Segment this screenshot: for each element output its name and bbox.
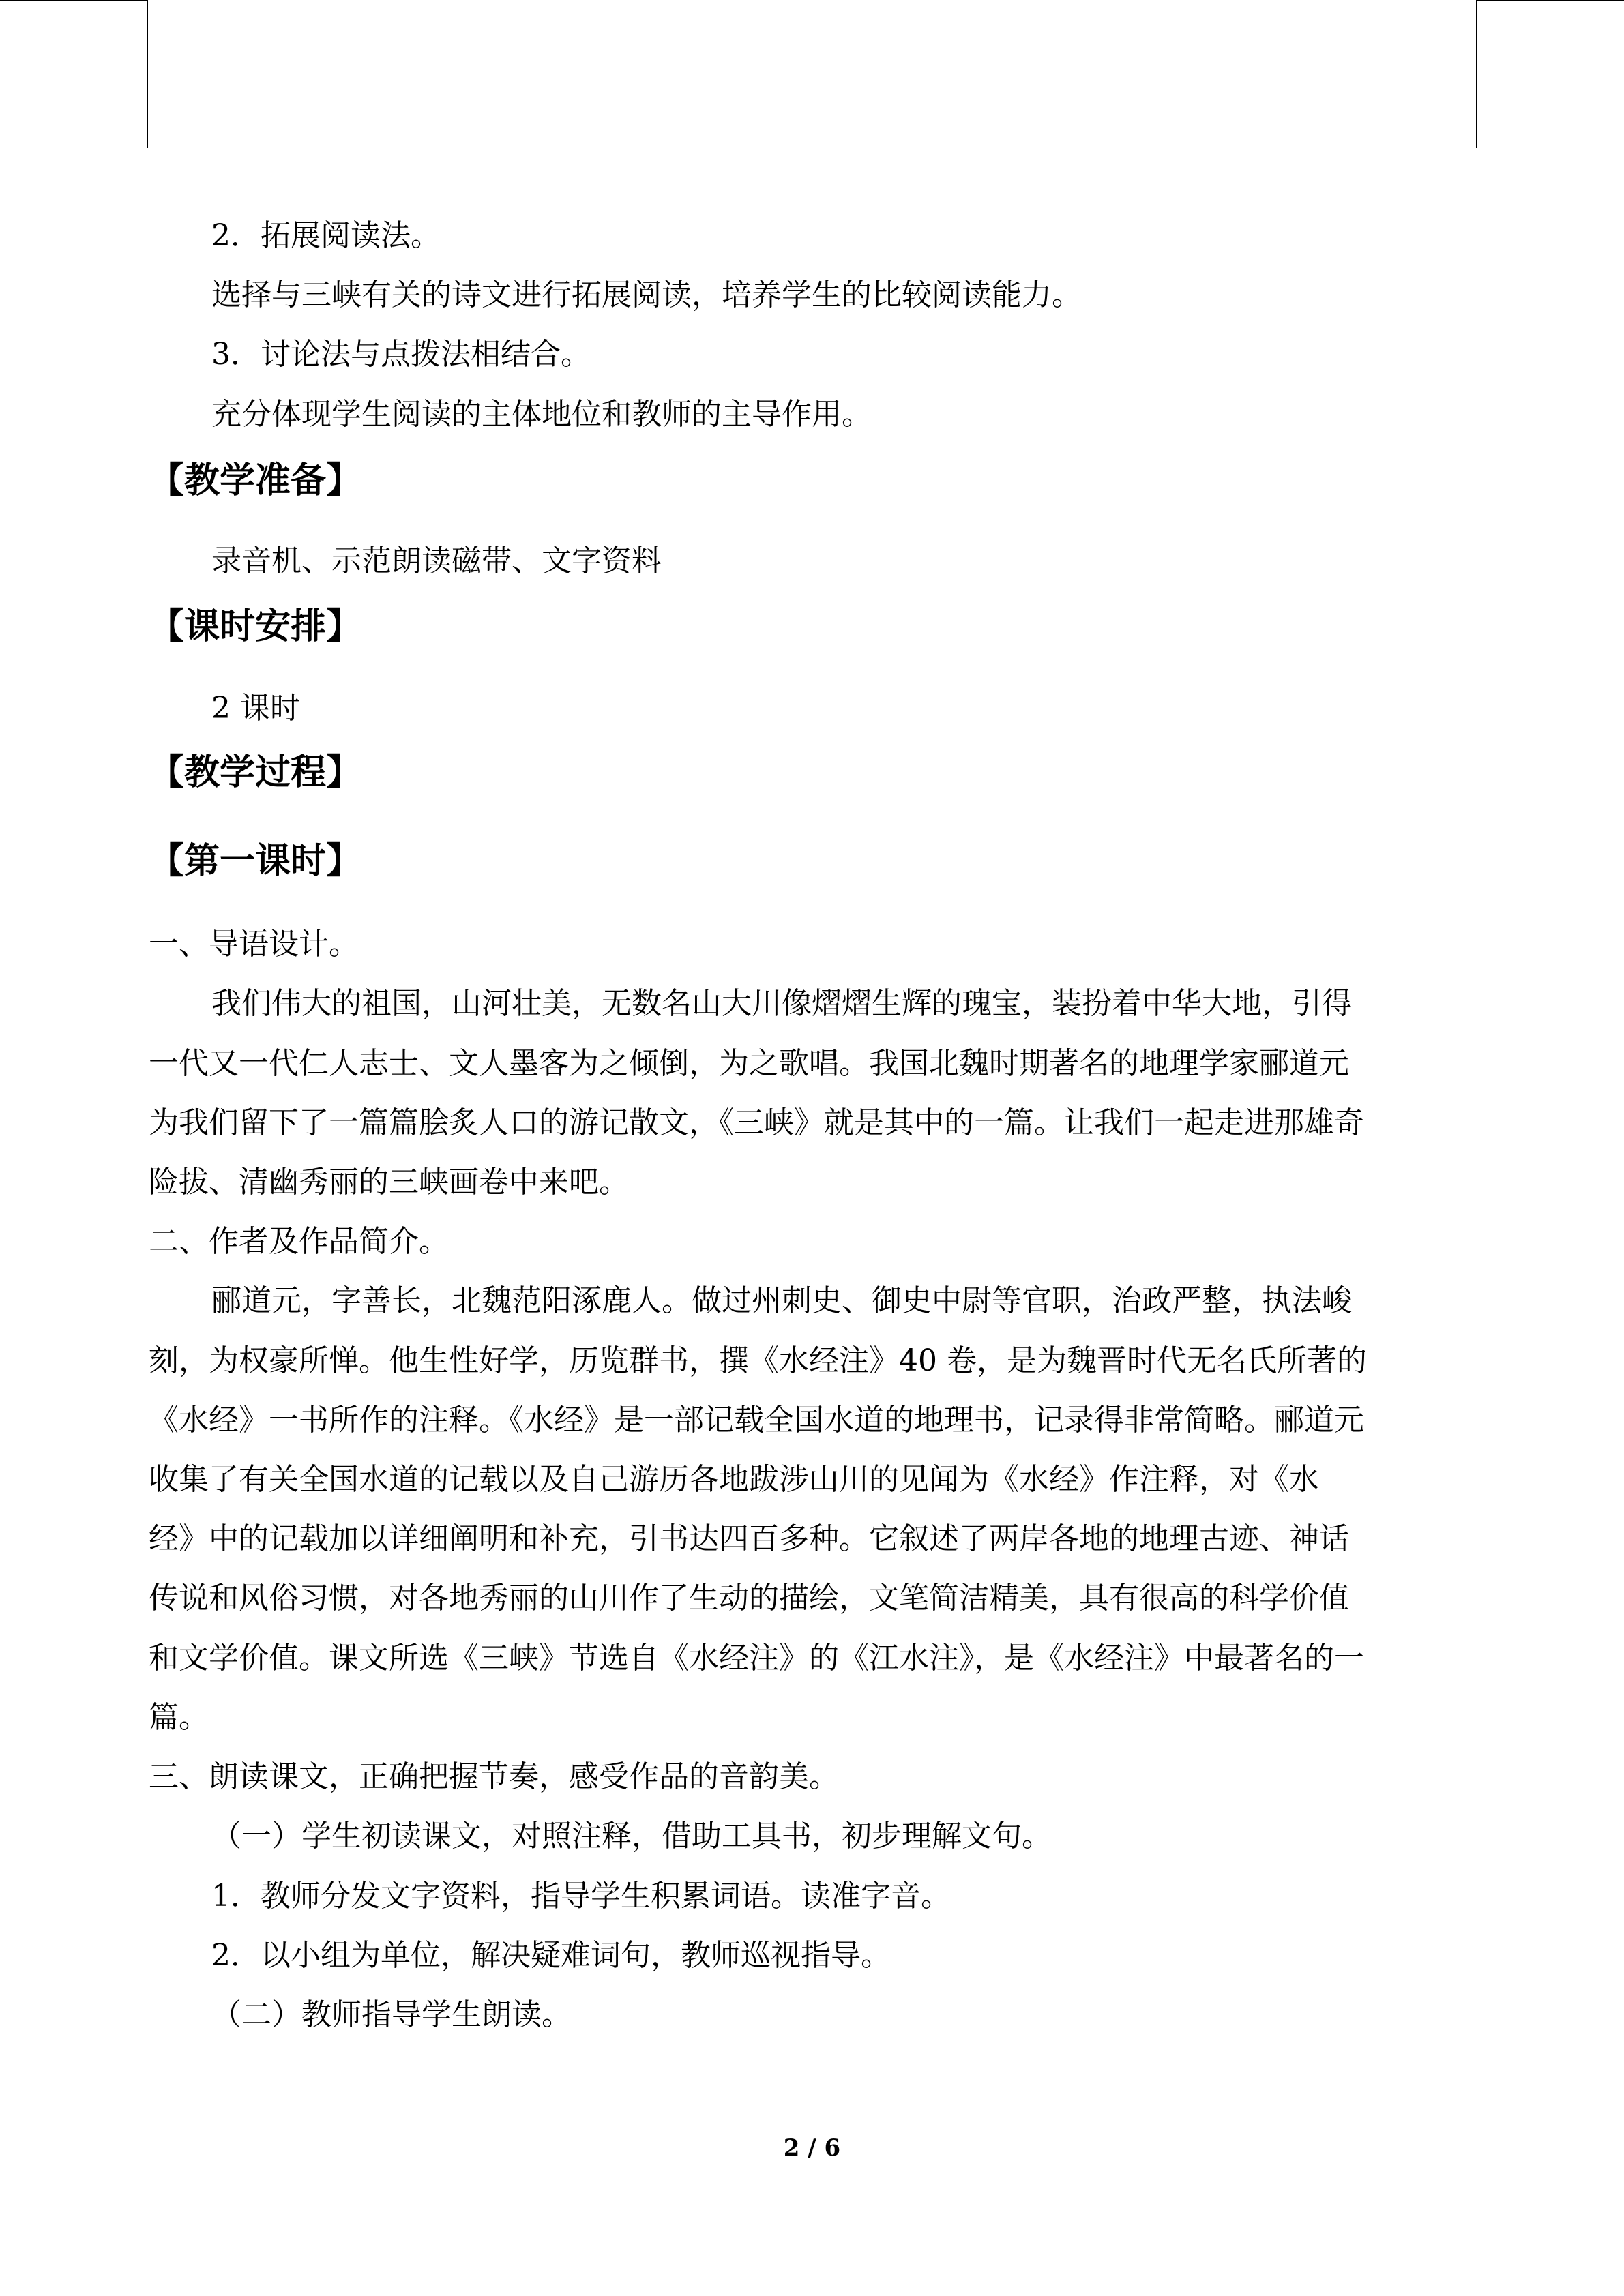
section-2-title: 二、作者及作品简介。: [149, 1224, 449, 1259]
page-number: 2 / 6: [783, 2134, 841, 2162]
step-2: 2．以小组为单位，解决疑难词句，教师巡视指导。: [211, 1938, 891, 1973]
author-paragraph-line: 和文学价值。课文所选《三峡》节选自《水经注》的《江水注》，是《水经注》中最著名的一: [149, 1641, 1364, 1675]
author-paragraph-line: 经》中的记载加以详细阐明和补充，引书达四百多种。它叙述了两岸各地的地理古迹、神话: [149, 1521, 1349, 1556]
heading-teaching-prep: 【教学准备】: [149, 460, 362, 501]
prep-materials: 录音机、示范朗读磁带、文字资料: [211, 543, 662, 578]
method-2-desc: 选择与三峡有关的诗文进行拓展阅读，培养学生的比较阅读能力。: [211, 278, 1082, 312]
author-paragraph-line: 《水经》一书所作的注释。《水经》是一部记载全国水道的地理书，记录得非常简略。郦道元: [149, 1403, 1364, 1437]
crop-mark-top-left-vertical: [147, 0, 148, 148]
author-paragraph-line: 郦道元，字善长，北魏范阳涿鹿人。做过州刺史、御史中尉等官职，治政严整，执法峻: [211, 1283, 1352, 1318]
section-3-title: 三、朗读课文，正确把握节奏，感受作品的音韵美。: [149, 1759, 839, 1794]
author-paragraph-line: 收集了有关全国水道的记载以及自己游历各地跋涉山川的见闻为《水经》作注释，对《水: [149, 1462, 1319, 1497]
author-paragraph-line: 传说和风俗习惯，对各地秀丽的山川作了生动的描绘，文笔简洁精美，具有很高的科学价值: [149, 1581, 1349, 1615]
author-paragraph-line: 篇。: [149, 1700, 209, 1735]
heading-first-lesson: 【第一课时】: [149, 841, 362, 882]
section-1-title: 一、导语设计。: [149, 927, 359, 961]
subsection-2-title: （二）教师指导学生朗读。: [211, 1997, 572, 2032]
method-3-desc: 充分体现学生阅读的主体地位和教师的主导作用。: [211, 397, 872, 432]
heading-teaching-process: 【教学过程】: [149, 752, 362, 793]
schedule-hours: 2 课时: [211, 691, 300, 726]
intro-paragraph-line: 我们伟大的祖国，山河壮美，无数名山大川像熠熠生辉的瑰宝，装扮着中华大地，引得: [211, 986, 1352, 1021]
intro-paragraph-line: 一代又一代仁人志士、文人墨客为之倾倒，为之歌唱。我国北魏时期著名的地理学家郦道元: [149, 1046, 1349, 1081]
author-paragraph-line: 刻，为权豪所惮。他生性好学，历览群书，撰《水经注》40 卷，是为魏晋时代无名氏所著的: [149, 1343, 1367, 1378]
intro-paragraph-line: 险拔、清幽秀丽的三峡画卷中来吧。: [149, 1165, 629, 1199]
crop-mark-top-right-horizontal: [1476, 0, 1624, 1]
crop-mark-top-left-horizontal: [0, 0, 148, 1]
heading-schedule: 【课时安排】: [149, 606, 362, 647]
method-2-title: 2．拓展阅读法。: [211, 218, 441, 253]
crop-mark-top-right-vertical: [1476, 0, 1477, 148]
intro-paragraph-line: 为我们留下了一篇篇脍炙人口的游记散文，《三峡》就是其中的一篇。让我们一起走进那雄奇: [149, 1105, 1364, 1140]
subsection-1-title: （一）学生初读课文，对照注释，借助工具书，初步理解文句。: [211, 1819, 1052, 1853]
method-3-title: 3．讨论法与点拨法相结合。: [211, 337, 591, 372]
step-1: 1．教师分发文字资料，指导学生积累词语。读准字音。: [211, 1879, 951, 1913]
